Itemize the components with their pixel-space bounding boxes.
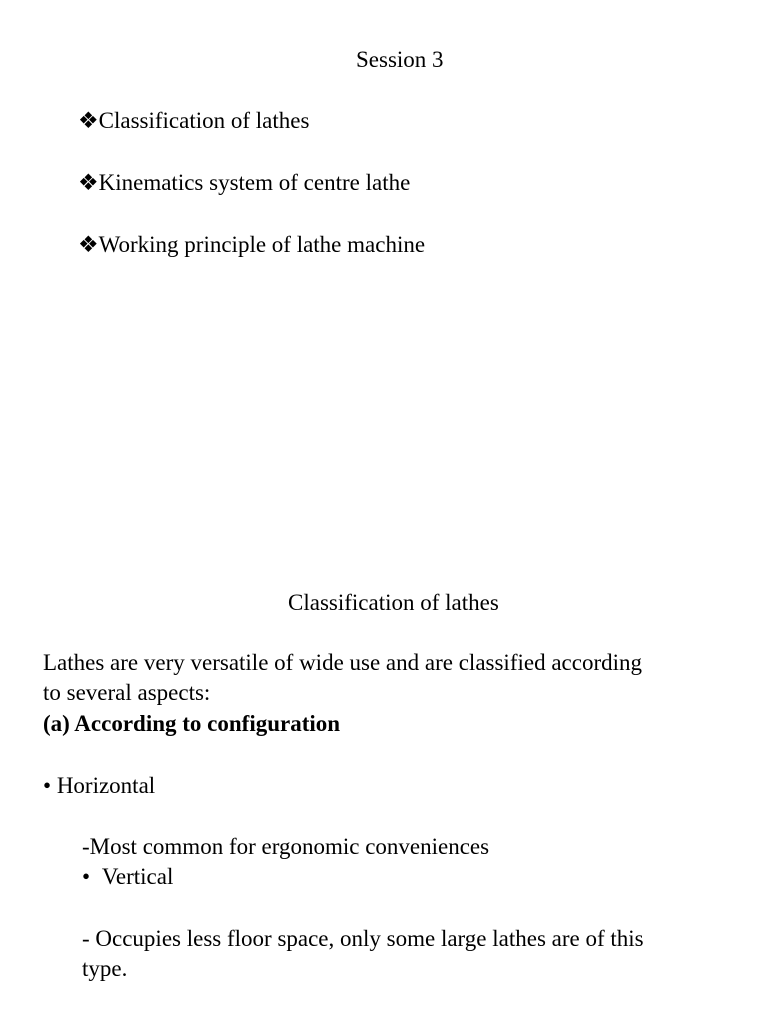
vertical-description-line-2: type. bbox=[82, 956, 128, 981]
topic-item-kinematics bbox=[78, 168, 410, 198]
horizontal-label: Horizontal bbox=[56, 773, 156, 798]
topic-item-label: Kinematics system of centre lathe bbox=[98, 170, 411, 195]
configuration-subheading: (a) According to configuration bbox=[43, 711, 341, 736]
topic-item-classification bbox=[78, 106, 309, 136]
intro-text-line-2: to several aspects: bbox=[43, 680, 211, 705]
topic-item-working-principle bbox=[78, 230, 425, 260]
vertical-list-item bbox=[82, 862, 173, 892]
bullet-dot-icon: • bbox=[43, 773, 52, 798]
horizontal-list-item bbox=[43, 771, 155, 801]
session-title: Session 3 bbox=[356, 47, 444, 72]
bullet-dot-icon: • bbox=[82, 864, 91, 889]
intro-text-line-1: Lathes are very versatile of wide use and are classified according bbox=[43, 650, 642, 675]
topic-item-label: Classification of lathes bbox=[98, 108, 310, 133]
vertical-label: Vertical bbox=[101, 864, 174, 889]
diamond-bullet-icon: ❖ bbox=[78, 108, 99, 133]
diamond-bullet-icon: ❖ bbox=[78, 232, 99, 257]
vertical-description-line-1: - Occupies less floor space, only some large lathes are of this bbox=[82, 926, 644, 951]
diamond-bullet-icon: ❖ bbox=[78, 170, 99, 195]
section-title: Classification of lathes bbox=[288, 590, 499, 615]
horizontal-description: -Most common for ergonomic conveniences bbox=[82, 834, 490, 859]
topic-item-label: Working principle of lathe machine bbox=[98, 232, 426, 257]
